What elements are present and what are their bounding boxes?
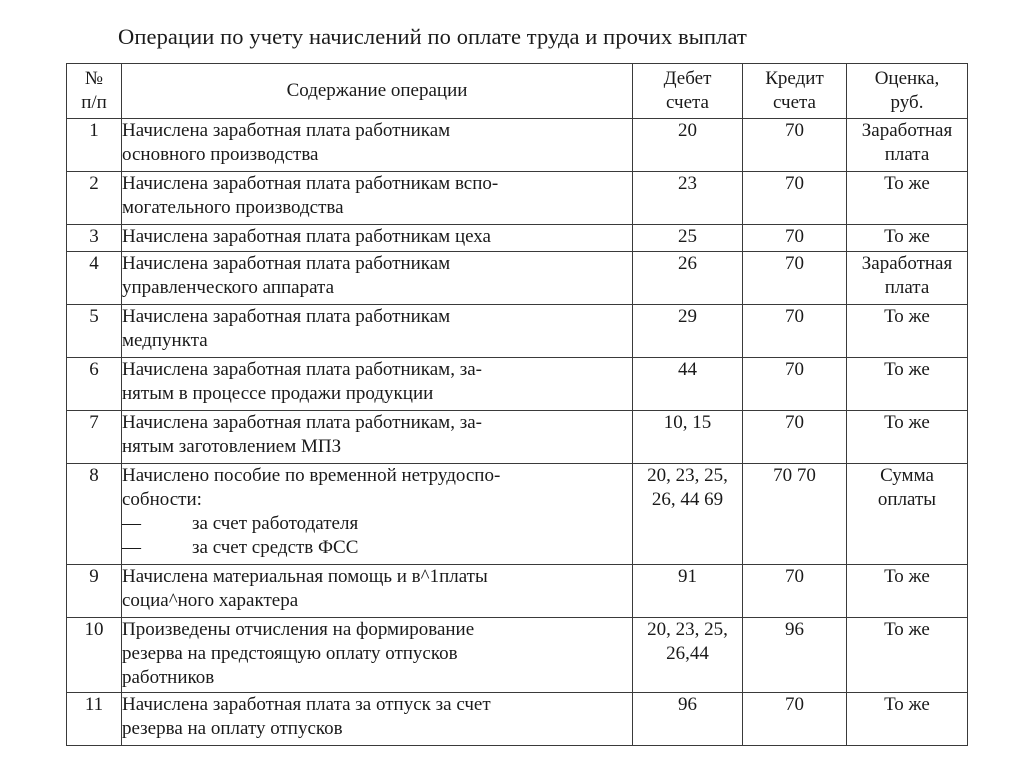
row-sum: То же [847,618,968,693]
row-description: Произведены отчисления на формирование резерва на предстоящую оплату отпусков работников [122,618,633,693]
row-debit: 20, 23, 25, 26, 44 69 [633,464,743,565]
row-sum: Сумма оплаты [847,464,968,565]
row-debit: 26 [633,252,743,305]
sub-item: — за счет средств ФСС [122,537,359,558]
row-number: 7 [67,411,122,464]
row-sum: То же [847,172,968,225]
row-credit: 70 [743,411,847,464]
row-sum: То же [847,693,968,746]
table-row [67,565,968,618]
row-number: 4 [67,252,122,305]
row-description: Начислена заработная плата работникам управленческого аппарата [122,252,633,305]
row-sum: Заработная плата [847,119,968,172]
row-debit: 20, 23, 25, 26,44 [633,618,743,693]
row-description: Начислена заработная плата за отпуск за счет резерва на оплату отпусков [122,693,633,746]
row-credit: 70 [743,119,847,172]
row-credit: 70 [743,693,847,746]
row-sum: То же [847,411,968,464]
row-credit: 70 [743,305,847,358]
row-credit: 96 [743,618,847,693]
row-debit: 91 [633,565,743,618]
header-credit: Кредит счета [743,64,847,119]
table-row [67,358,968,411]
header-debit: Дебет счета [633,64,743,119]
table-row [67,225,968,252]
row-number: 5 [67,305,122,358]
row-credit: 70 [743,358,847,411]
operations-table [66,63,968,746]
row-number: 10 [67,618,122,693]
row-debit: 20 [633,119,743,172]
row-description: Начислена заработная плата работникам, за- нятым заготовлением МПЗ [122,411,633,464]
table-row [67,411,968,464]
row-debit: 29 [633,305,743,358]
table-row [67,464,968,565]
row-credit: 70 70 [743,464,847,565]
row-sum: Заработная плата [847,252,968,305]
row-debit: 25 [633,225,743,252]
row-number: 8 [67,464,122,565]
row-description: Начислено пособие по временной нетрудоспо- собности: — за счет работодателя — за счет средств ФСС [122,464,633,565]
row-description: Начислена материальная помощь и в^1платы социа^ного характера [122,565,633,618]
row-sum: То же [847,565,968,618]
row-description: Начислена заработная плата работникам медпункта [122,305,633,358]
table-row [67,252,968,305]
row-number: 2 [67,172,122,225]
header-description: Содержание операции [122,64,633,119]
page-title: Операции по учету начислений по оплате труда и прочих выплат [118,24,747,49]
row-sum: То же [847,225,968,252]
table-row [67,172,968,225]
row-description: Начислена заработная плата работникам вспо- могательного производства [122,172,633,225]
row-number: 6 [67,358,122,411]
row-description: Начислена заработная плата работникам основного производства [122,119,633,172]
sub-item: — за счет работодателя [122,513,359,534]
row-credit: 70 [743,172,847,225]
table-header-row [67,64,968,119]
row-sum: То же [847,358,968,411]
header-sum: Оценка, руб. [847,64,968,119]
row-number: 11 [67,693,122,746]
row-debit: 10, 15 [633,411,743,464]
row-debit: 23 [633,172,743,225]
table-row [67,618,968,693]
row-description: Начислена заработная плата работникам цеха [122,225,633,252]
row-sum: То же [847,305,968,358]
table-row [67,119,968,172]
header-num: № п/п [67,64,122,119]
row-credit: 70 [743,565,847,618]
row-debit: 96 [633,693,743,746]
row-credit: 70 [743,252,847,305]
row-debit: 44 [633,358,743,411]
row-number: 3 [67,225,122,252]
row-credit: 70 [743,225,847,252]
row-number: 9 [67,565,122,618]
table-row [67,693,968,746]
table-row [67,305,968,358]
row-description: Начислена заработная плата работникам, за- нятым в процессе продажи продукции [122,358,633,411]
row-number: 1 [67,119,122,172]
